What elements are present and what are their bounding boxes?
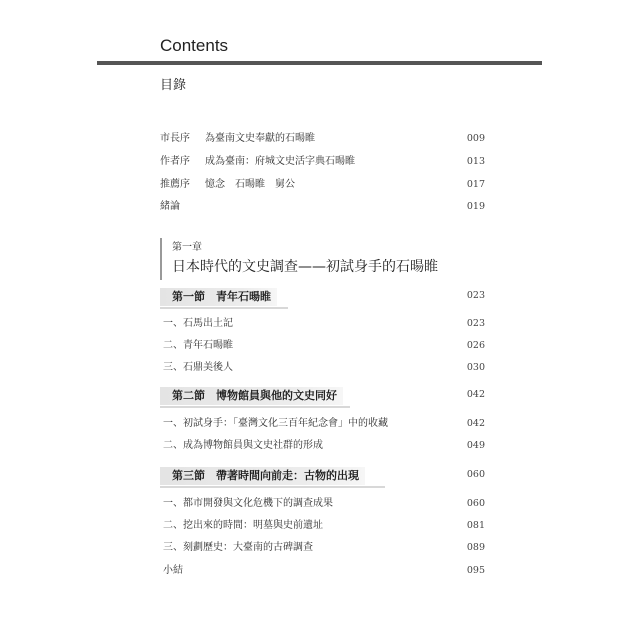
subentry-page: 095	[466, 565, 485, 576]
toc-subentry[interactable]	[160, 360, 485, 376]
subentry-page: 081	[466, 520, 485, 531]
toc-subentry[interactable]	[160, 438, 485, 454]
entry-text: 為臺南文史奉獻的石暘睢	[205, 133, 315, 144]
page-subtitle: 目錄	[160, 78, 187, 93]
section-underline	[160, 307, 288, 309]
subentry-text: 二、挖出來的時間：明墓與史前遺址	[163, 520, 323, 531]
toc-entry-introduction[interactable]	[160, 199, 485, 215]
chapter-title: 日本時代的文史調查——初試身手的石暘睢	[172, 259, 438, 275]
subentry-text: 二、青年石暘睢	[163, 340, 233, 351]
subentry-text: 二、成為博物館員與文史社群的形成	[163, 440, 323, 451]
toc-subentry[interactable]	[160, 540, 485, 556]
toc-subentry[interactable]	[160, 338, 485, 354]
toc-entry-mayor-preface[interactable]	[160, 131, 485, 147]
section-page: 023	[466, 290, 485, 301]
toc-section-1[interactable]	[160, 288, 485, 310]
entry-label: 推薦序	[160, 179, 190, 190]
subentry-text: 一、都市開發與文化危機下的調查成果	[163, 498, 333, 509]
subentry-page: 060	[466, 498, 485, 509]
subentry-page: 089	[466, 542, 485, 553]
section-underline	[160, 406, 350, 408]
toc-section-3[interactable]	[160, 467, 485, 489]
page-title: Contents	[160, 36, 229, 55]
entry-text: 憶念 石暘睢 舅公	[205, 179, 295, 190]
subentry-page: 023	[466, 318, 485, 329]
entry-text: 成為臺南：府城文史活字典石暘睢	[205, 156, 355, 167]
subentry-text: 三、刻劃歷史：大臺南的古碑調查	[163, 542, 313, 553]
chapter-label: 第一章	[172, 242, 202, 253]
section-page: 042	[466, 389, 485, 400]
toc-subentry[interactable]	[160, 416, 485, 432]
toc-subentry[interactable]	[160, 316, 485, 332]
subentry-page: 042	[466, 418, 485, 429]
subentry-text: 三、石鼎美後人	[163, 362, 233, 373]
toc-subentry[interactable]	[160, 496, 485, 512]
entry-page: 009	[466, 133, 485, 144]
toc-entry-author-preface[interactable]	[160, 154, 485, 170]
entry-label: 作者序	[160, 156, 190, 167]
chapter-accent-bar	[160, 238, 162, 280]
subentry-page: 026	[466, 340, 485, 351]
section-title: 第三節 帶著時間向前走：古物的出現	[160, 467, 365, 485]
entry-page: 017	[466, 179, 485, 190]
subentry-page: 049	[466, 440, 485, 451]
title-rule	[97, 61, 542, 65]
entry-page: 013	[466, 156, 485, 167]
section-page: 060	[466, 469, 485, 480]
subentry-text: 一、石馬出土記	[163, 318, 233, 329]
toc-section-2[interactable]	[160, 387, 485, 409]
entry-label: 緒論	[160, 201, 180, 212]
toc-subentry-summary[interactable]	[160, 563, 485, 579]
entry-page: 019	[466, 201, 485, 212]
section-title: 第一節 青年石暘睢	[160, 288, 277, 306]
subentry-text: 小結	[163, 565, 183, 576]
subentry-page: 030	[466, 362, 485, 373]
toc-subentry[interactable]	[160, 518, 485, 534]
entry-label: 市長序	[160, 133, 190, 144]
section-title: 第二節 博物館員與他的文史同好	[160, 387, 343, 405]
toc-entry-recommendation-preface[interactable]	[160, 177, 485, 193]
section-underline	[160, 486, 385, 488]
subentry-text: 一、初試身手：「臺灣文化三百年紀念會」中的收藏	[163, 418, 388, 429]
